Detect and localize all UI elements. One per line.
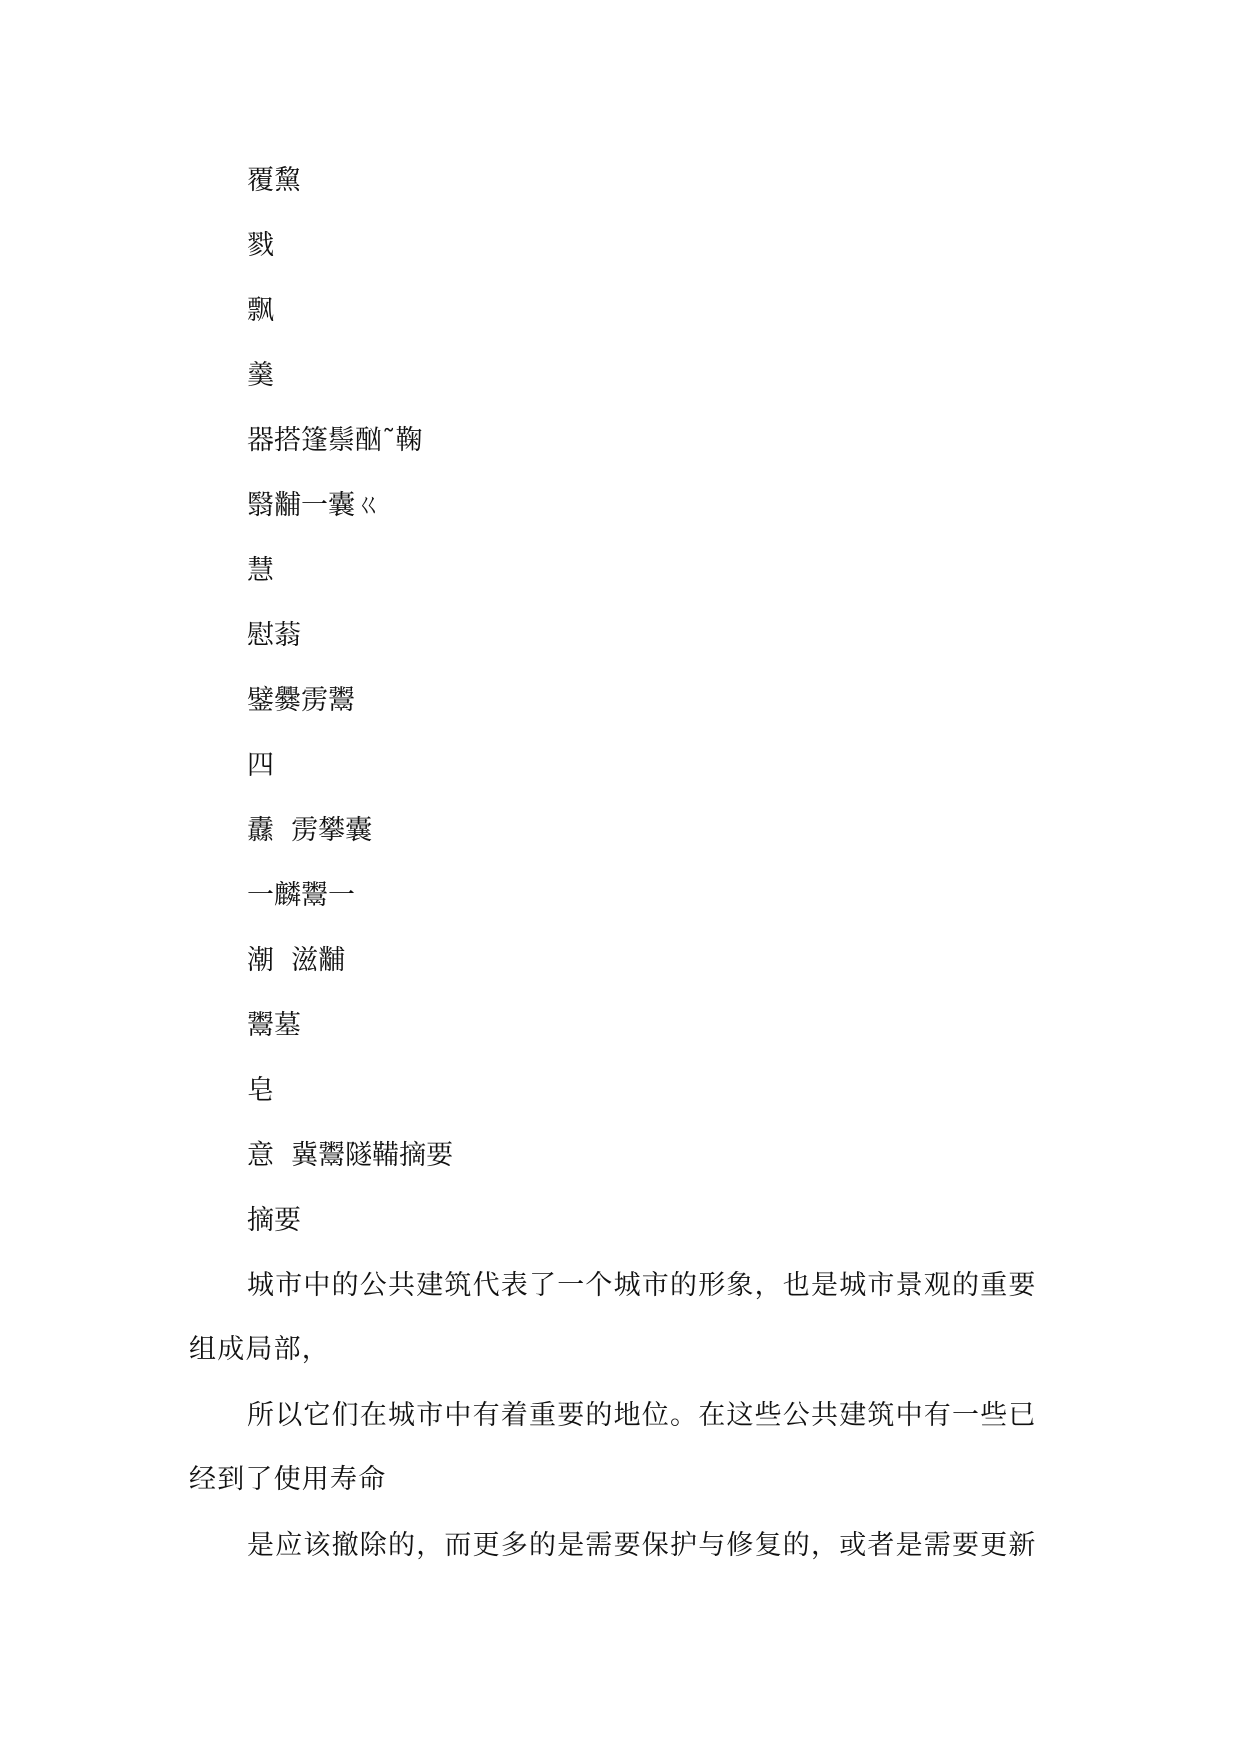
garbled-line: 皂 xyxy=(247,1075,274,1106)
garbled-line: 四 xyxy=(247,750,274,781)
body-paragraph xyxy=(189,1529,1059,1563)
garbled-line: 意 冀鬻隧鞴摘要 xyxy=(247,1140,454,1171)
garbled-line: 器搭篷鬃酗˜鞠 xyxy=(247,425,423,456)
garbled-line: 一麟鬻一 xyxy=(247,880,355,911)
garbled-line: 慧 xyxy=(247,555,274,586)
paragraph-first-line: 所以它们在城市中有着重要的地位。在这些公共建筑中有一些已 xyxy=(247,1400,1037,1431)
body-paragraph xyxy=(189,1399,1059,1497)
garbled-line: 翳黼一囊ㄍ xyxy=(247,490,382,521)
garbled-line: 鬻墓 xyxy=(247,1010,301,1041)
paragraph-continuation: 经到了使用寿命 xyxy=(189,1464,387,1495)
paragraph-first-line: 城市中的公共建筑代表了一个城市的形象，也是城市景观的重要 xyxy=(247,1270,1037,1301)
garbled-line: 覆黧 xyxy=(247,165,301,196)
body-paragraph xyxy=(189,1269,1059,1367)
garbled-line: 纛 雳攀囊 xyxy=(247,815,373,846)
garbled-line: 潮 滋黼 xyxy=(247,945,346,976)
paragraph-continuation: 组成局部， xyxy=(189,1334,330,1365)
section-heading: 摘要 xyxy=(247,1205,301,1236)
garbled-line: 飘 xyxy=(247,295,274,326)
garbled-line: 鐾爨雳鬻 xyxy=(247,685,355,716)
garbled-line: 羹 xyxy=(247,360,274,391)
paragraph-first-line: 是应该撤除的，而更多的是需要保护与修复的，或者是需要更新 xyxy=(247,1530,1037,1561)
garbled-line: 慰蓊 xyxy=(247,620,301,651)
garbled-line: 戮 xyxy=(247,230,274,261)
